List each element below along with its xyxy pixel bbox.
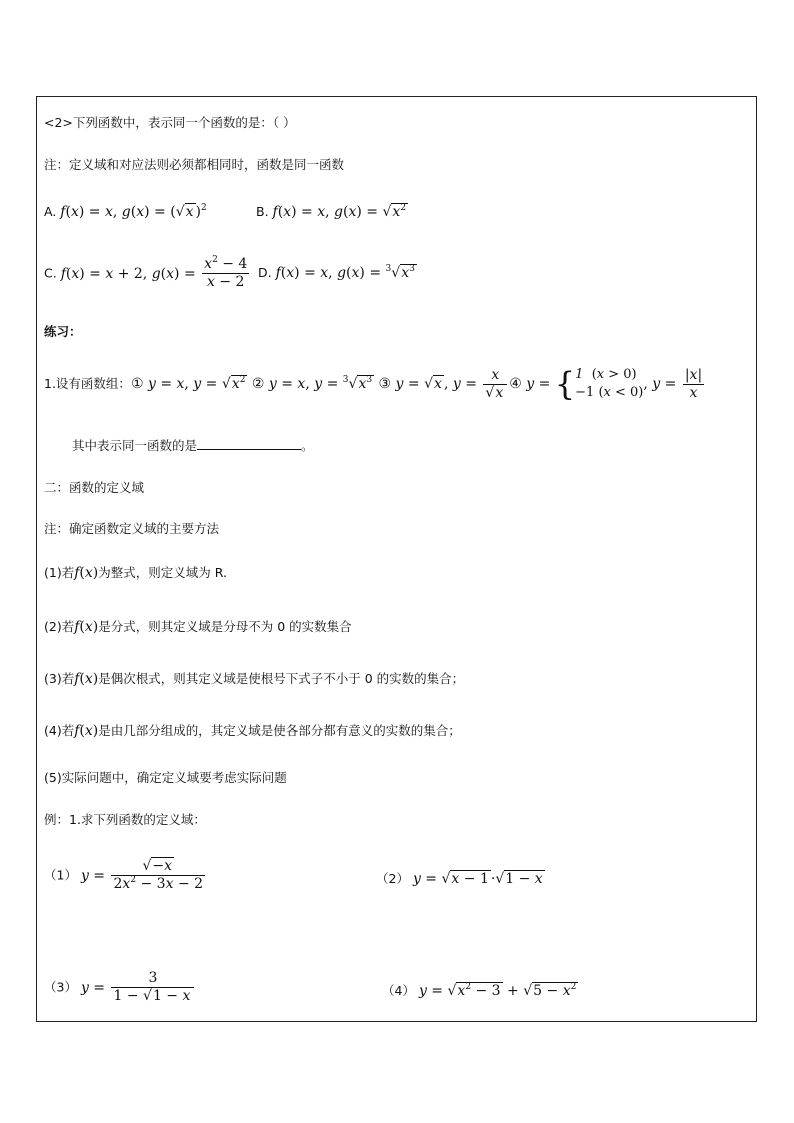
example-3-formula: y = $\frac{3}{1 - √1 - x}$ (81, 980, 196, 996)
practice-answer-end: 。 (301, 438, 314, 453)
option-a[interactable] (44, 203, 207, 221)
option-b-label: B. (256, 204, 269, 219)
example-4-label: （4） (382, 983, 415, 998)
rule-1 (44, 564, 227, 582)
example-3-label: （3） (44, 979, 77, 995)
option-a-formula: f(x) = x, g(x) = (√x )$^2$ (60, 203, 207, 220)
option-c[interactable] (44, 256, 251, 291)
example-1 (44, 858, 207, 893)
example-2-label: （2） (376, 871, 409, 886)
rule-2-fx: f(x) (74, 619, 99, 635)
example-4-formula: $y = √x^2 - 3 + √5 - x^2$ (418, 982, 577, 999)
rule-3-post: 是偶次根式，则其定义域是使根号下式子不小于 0 的实数的集合； (98, 671, 465, 686)
rule-2-post: 是分式，则其定义域是分母不为 0 的实数集合 (98, 619, 352, 634)
practice-answer (72, 437, 314, 455)
example-3 (44, 970, 196, 1005)
rule-3 (44, 670, 464, 688)
example-heading: 例：1.求下列函数的定义域： (44, 812, 206, 827)
practice-item-1 (44, 366, 706, 402)
rule-2 (44, 618, 352, 636)
option-b-formula: f(x) = x, $g(x) = √x^2$ (272, 203, 407, 220)
practice-heading: 练习： (44, 324, 82, 339)
practice-item-1-formula: ① y = x, $y = √x^2$ ② y = x, $y = ^3√x^3$ ③ y = √x , y = $\frac{x}{√x}$ ④ y = { 1 (x > 0) −1 (x < 0) , y = $\frac{|x|}{x}$ (130, 365, 703, 403)
option-d-label: D. (258, 265, 272, 280)
rule-4 (44, 722, 461, 740)
option-d[interactable] (258, 264, 417, 282)
rule-2-pre: (2)若 (44, 619, 75, 634)
example-2-formula: y = √x − 1 ·√1 − x (412, 871, 543, 887)
example-1-label: （1） (44, 867, 77, 883)
option-d-formula: f(x) = x, $g(x) = ^3√x^3$ (275, 264, 415, 281)
section-2-heading: 二：函数的定义域 (44, 480, 145, 495)
question-note: 注：定义域和对应法则必须都相同时，函数是同一函数 (44, 157, 345, 172)
rule-1-fx: f(x) (74, 565, 99, 581)
option-c-formula: f(x) = x + 2, g(x) = $\frac{x^2 - 4}{x - 2}$ (60, 255, 248, 290)
practice-answer-label: 其中表示同一函数的是 (72, 438, 198, 453)
answer-blank[interactable] (197, 437, 301, 450)
rule-5: (5)实际问题中，确定定义域要考虑实际问题 (44, 770, 287, 785)
option-c-label: C. (44, 265, 57, 281)
rule-4-fx: f(x) (74, 723, 99, 739)
option-b[interactable] (256, 203, 408, 221)
example-1-formula: y = $\frac{√-x}{2x^2 - 3x - 2}$ (80, 858, 204, 892)
rule-3-pre: (3)若 (44, 671, 75, 686)
rule-4-pre: (4)若 (44, 723, 75, 738)
rule-1-post: 为整式，则定义域为 R. (98, 565, 227, 580)
section-2-note: 注：确定函数定义域的主要方法 (44, 521, 220, 536)
example-2 (376, 870, 545, 888)
rule-4-post: 是由几部分组成的，其定义域是使各部分都有意义的实数的集合； (98, 723, 461, 738)
rule-1-pre: (1)若 (44, 565, 75, 580)
option-a-label: A. (44, 204, 57, 219)
question-title: <2>下列函数中，表示同一个函数的是：（ ） (44, 115, 296, 130)
example-4 (382, 982, 578, 1000)
rule-3-fx: f(x) (74, 671, 99, 687)
practice-item-1-label: 1.设有函数组： (44, 376, 131, 391)
